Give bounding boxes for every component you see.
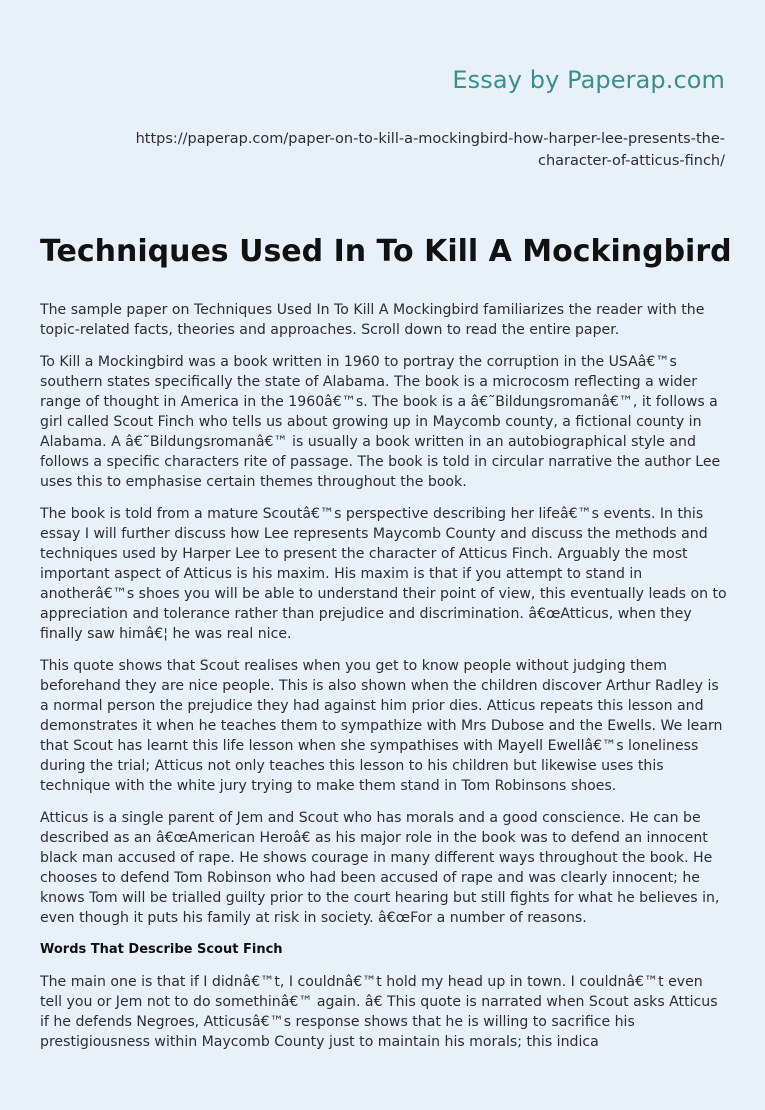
paragraph: This quote shows that Scout realises when you get to know people without judging them beforehand they are nice people. This is also shown when the children discover Arthur Radley is a normal person the prejudice they had against him prior dies. Atticus repeats this lesson and demonstrates it when he teaches them to sympathize with Mrs Dubose and the Ewells. We learn that Scout has learnt this life lesson when she sympathises with Mayell Ewellâ€™s loneliness during the trial; Atticus not only teaches this lesson to his children but likewise uses this technique with the white jury trying to make them stand in Tom Robinsons shoes. xyxy=(40,658,723,794)
essay-body xyxy=(40,300,728,1064)
paragraph: To Kill a Mockingbird was a book written in 1960 to portray the corruption in the USAâ€™s southern states specifically the state of Alabama. The book is a microcosm reflecting a wider range of thought in America in the 1960â€™s. The book is a â€˜Bildungsromanâ€™, it follows a girl called Scout Finch who tells us about growing up in Maycomb county, a fictional county in Alabama. A â€˜Bildungsromanâ€™ is usually a book written in an autobiographical style and follows a specific characters rite of passage. The book is told in circular narrative the author Lee uses this to emphasise certain themes throughout the book. xyxy=(40,354,721,490)
paragraph: Atticus is a single parent of Jem and Scout who has morals and a good conscience. He can be described as an â€œAmerican Heroâ€ as his major role in the book was to defend an innocent black man accused of rape. He shows courage in many different ways throughout the book. He chooses to defend Tom Robinson who had been accused of rape and was clearly innocent; he knows Tom will be trialled guilty prior to the court hearing but still fights for what he believes in, even though it puts his family at risk in society. â€œFor a number of reasons. xyxy=(40,810,720,926)
source-url[interactable]: https://paperap.com/paper-on-to-kill-a-mockingbird-how-harper-lee-presents-the-character-of-atticus-finch/ xyxy=(135,131,725,169)
site-brand[interactable]: Essay by Paperap.com xyxy=(452,66,725,94)
paragraph: The main one is that if I didnâ€™t, I couldnâ€™t hold my head up in town. I couldnâ€™t even tell you or Jem not to do somethinâ€™ again. â€ This quote is narrated when Scout asks Atticus if he defends Negroes, Atticusâ€™s response shows that he is willing to sacrifice his prestigiousness within Maycomb County just to maintain his morals; this indica xyxy=(40,974,718,1050)
paragraph: The book is told from a mature Scoutâ€™s perspective describing her lifeâ€™s events. In this essay I will further discuss how Lee represents Maycomb County and discuss the methods and techniques used by Harper Lee to present the character of Atticus Finch. Arguably the most important aspect of Atticus is his maxim. His maxim is that if you attempt to stand in anotherâ€™s shoes you will be able to understand their point of view, this eventually leads on to appreciation and tolerance rather than prejudice and discrimination. â€œAtticus, when they finally saw himâ€¦ he was real nice. xyxy=(40,506,727,642)
section-subheading: Words That Describe Scout Finch xyxy=(40,942,283,957)
essay-title: Techniques Used In To Kill A Mockingbird xyxy=(40,234,732,269)
paragraph-intro: The sample paper on Techniques Used In To Kill A Mockingbird familiarizes the reader with the topic-related facts, theories and approaches. Scroll down to read the entire paper. xyxy=(40,302,705,338)
